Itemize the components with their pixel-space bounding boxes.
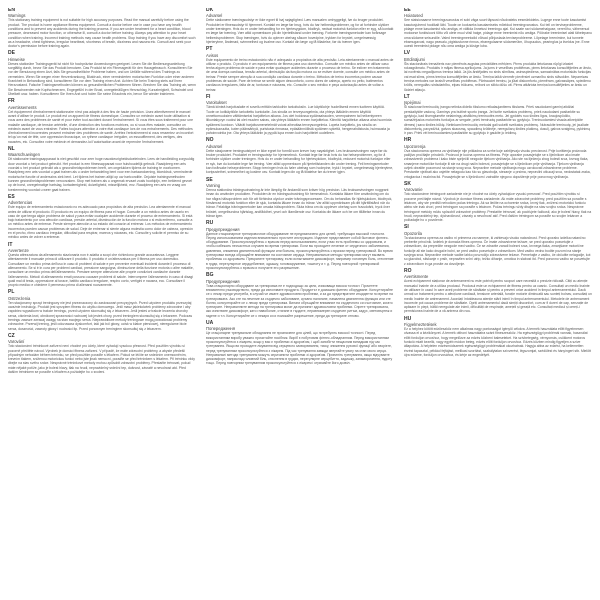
language-code: CZ	[8, 332, 15, 339]
warning-section-si	[404, 225, 592, 265]
warning-text: Questa attrezzatura da allenamento stazionaria non è adatta a scopi che richiedono grande accuratezza. Leggere attentamente il manuale prima di utilizzare il prodotto. Il prodotto è un'attrezzatura per il fitness per uso domestico. Consultare un medico prima dell'uso in caso di problemi di salute e per prevenire eventuali incidenti durante il processo di allenamento. Se si è in cura per problemi cardiaci, pressione sanguigna, diminuzione della funzione motoria o altre malattie, consultare un medico prima dell'allenamento. Prestare sempre attenzione alle proprie condizioni cardiache durante l'allenamento. Metodi di allenamento errati possono causare problemi di salute. Interrompere l'allenamento in caso di disagi quali mal di testa, oppressione al torace, battito cardiaco irregolare, respiro corto, vertigini e nausea, ecc. Consultare il proprio medico e chiedere il permesso prima di allenarsi nuovamente.	[8, 253, 194, 288]
warning-text: Tämä kiinteä harjoituslaite ei sovellu erittäin tarkkoihin tarkoituksiin. Lue käyttöohje huolellisesti ennen tuotteen käyttöä. Tuote on kotikäyttöön tarkoitettu kuntolaite. Jos sinulla on terveysongelmia, ota yhteys lääkäriin ennen käyttöä onnettomuuksien välttämiseksi harjoittelun aikana. Jos olet hoidossa sydänsairauden, verenpaineen tai heikentyneen liikuntakyvyn vuoksi tai olet muuten sairas, ota yhteys lääkäriin ennen harjoittelua. Kiinnitä harjoittelun aikana aina huomiota sydämesi kuntoon. Väärät harjoitusmenetelmät voivat aiheuttaa terveysongelmia. Lopeta harjoittelu, jos sinulla on epämukavuutta, kuten päänsärkyä, puristusta rinnassa, epäsäännöllistä sydämen sykettä, hengenahdistusta, huimausta ja pahoinvointia jne. Ota yhteys lääkäriin ja pyydä lupa ennen kuin harjoittelet uudelleen.	[206, 105, 392, 136]
section-heading: Попередження	[206, 326, 235, 332]
section-heading: Avertissements	[8, 104, 37, 110]
warning-section-se	[206, 178, 394, 218]
warning-section-pt	[206, 47, 394, 92]
section-heading: Varning	[206, 183, 221, 189]
warning-section-nl	[8, 147, 196, 192]
section-heading: Avisos	[206, 52, 219, 58]
language-code: SE	[206, 176, 213, 183]
language-code: NL	[8, 146, 15, 153]
language-code: RO	[404, 267, 412, 274]
section-heading: Hoiatused	[404, 13, 423, 19]
warning-section-sk	[404, 182, 592, 222]
section-heading: Varoitukset	[206, 100, 227, 106]
language-code: DE	[8, 50, 15, 57]
language-code: EE	[404, 8, 411, 13]
warning-text: See statsionaarne treeninguvarustus ei sobi väga suurt täpsust nõudvateks eesmärkideks. Lugege enne toote kasutamist kasutusjuhend hoolikalt läbi. Toode on koduseks kasutamiseks mõeldud treeningvarustus. Kui teil on terviseprobleeme, pidage enne kasutamist nõu arstiga, et vältida õnnetusi treeningu ajal. Kui saate ravi südamehaiguse, vererõhu, vähenenud motoorse funktsiooni tõttu või olete muul viisil haige, pidage enne treenimist nõu arstiga. Pöörake treenimisel alati tähelepanu oma südame seisundile. Valed treeningmeetodid võivad põhjustada terviseprobleeme. Lõpetage treenimine, kui tunnete ebamugavust, nagu peavalu, pigistustunne rinnus, ebaregulaarne südamerütm, õhupuudus, pearinglus ja iiveldus jne. Enne uuesti treenimist pidage nõu oma arstiga ja küsige luba.	[404, 18, 592, 49]
warning-text: Това стационарно оборудване за тренировка не е подходящо за цели, изискващи висока точност. Прочетете внимателно ръководството, преди да използвате продукта. Продуктът е домашно фитнес оборудване. Консултирайте се с лекар преди употреба, в случай че имате здравословни проблеми, и за да предотвратите инциденти по време на тренировката. Ако сте на лечение за сърдечно заболяване, кръвно налягане, намалена двигателна функция или сте болни, консултирайте се с лекар преди тренировка. Винаги обръщайте внимание на сърдечното си състояние, когато тренирате. Неправилните методи на тренировка могат да причинят здравословни проблеми. Спрете тренировката, ако изпитвате дискомфорт, като главоболие, стягане в гърдите, неравномерен сърдечен ритъм, задух, световъртеж и гадене и т.н. Консултирайте се с лекаря си и поискайте разрешение, преди да тренирате отново.	[206, 283, 393, 318]
section-heading: Предупреждения	[206, 278, 240, 284]
warning-section-es	[8, 195, 196, 240]
language-code: LV	[404, 50, 411, 57]
language-code: DK	[206, 8, 214, 13]
warning-section-fi	[206, 95, 394, 135]
language-code: LT	[404, 93, 410, 100]
warning-section-cz	[8, 334, 196, 374]
warning-text: Ez a helyhez kötött edzőeszköz nem alkalmas nagy pontosságot igénylő célokra. A termék használata előtt figyelmesen olvassa el a kézikönyvet. A termék otthoni használatra szánt fitneszeszköz. Ha egészségügyi problémái vannak, használat előtt forduljon orvoshoz, hogy megelőzze az edzés közbeni baleseteket. Ha szívbetegség, vérnyomás, csökkent motoros funkció miatt kezelik, vagy egyéb módon beteg, edzés előtt forduljon orvoshoz. Edzés közben mindig figyeljen a szíve állapotára. A helytelen edzésmódszerek egészségügyi problémákat okozhatnak. Hagyja abba az edzést, ha kellemetlen érzést tapasztal, például fejfájást, mellkasi szorítást, szabálytalan szívverést, légszomjat, szédülést és hányingert stb. Mielőtt újra edzene, forduljon orvosához, és kérje az engedélyét.	[404, 327, 591, 357]
warning-section-lv	[404, 51, 592, 91]
warning-text: Ten stacjonarny sprzęt treningowy nie jest przeznaczony do zastosowań precyzyjnych. Przed użyciem produktu przeczytaj uważnie instrukcję. Produkt jest sprzętem fitness do użytku domowego. Jeśli masz jakiekolwiek problemy zdrowotne i aby zapobiec wypadkom w trakcie treningu, przed użyciem skonsultuj się z lekarzem. Jeśli jesteś w trakcie leczenia choroby serca, ciśnienia krwi, obniżonej sprawności ruchowej lub jesteś chory, przed treningiem skonsultuj się z lekarzem. Podczas treningu zawsze zwracaj uwagę na stan swojego serca. Nieprawidłowe metody treningowe mogą powodować problemy zdrowotne. Przerwij trening, jeśli odczuwasz dyskomfort, taki jak ból głowy, ucisk w klatce piersiowej, nieregularne bicie serca, duszności, zawroty głowy i nudności itp. Przed ponownym treningiem skonsultuj się z lekarzem.	[8, 300, 193, 331]
warning-section-pl	[8, 290, 196, 330]
column-left	[8, 8, 196, 596]
language-code: BG	[206, 272, 214, 279]
warning-text: Šis stacionārais trenažieris nav piemērots augstas precizitātes mērķiem. Pirms produkta lietošanas rūpīgi izlasiet rokasgrāmatu. Produkts ir mājas fitnesa aprīkojums. Ja jums ir veselības problēmas, pirms lietošanas konsultējieties ar ārstu, lai novērstu negadījumus treniņa laikā. Ja jūs ārstējaties no sirds slimības, asinsspiediena, samazinātas motoriskās funkcijas vai esat slims, pirms treniņa konsultējieties ar ārstu. Treniņa laikā vienmēr pievērsiet uzmanību sirds stāvoklim. Nepareizas treniņa metodes var izraisīt veselības problēmas. Pārtrauciet treniņu, ja jūtat diskomfortu, piemēram, galvassāpes, spiedienu krūtīs, neregulāru sirdsdarbību, elpas trūkumu, reiboni un sliktu dūšu utt. Pirms atkārtota treniņa konsultējieties ar ārstu un lūdziet atļauju.	[404, 61, 592, 92]
warning-section-lt	[404, 95, 592, 135]
warning-text: Acest echipament staționar de antrenament nu este potrivit pentru scopuri care necesită o precizie ridicată. Citiți cu atenție manualul înainte de a utiliza produsul. Produsul este un echipament de fitness pentru uz casnic. Consultați un medic înainte de utilizare în cazul în care aveți probleme de sănătate și pentru a preveni orice accident în timpul antrenamentului. Dacă urmați un tratament pentru o afecțiune cardiacă, tensiune arterială, funcție motorie diminuată sau sunteți bolnav, consultați un medic înainte de antrenament. Acordați întotdeauna atenție stării inimii în timpul antrenamentului. Metodele de antrenament incorecte pot cauza probleme de sănătate. Opriți antrenamentul dacă simțiți disconfort, cum ar fi dureri de cap, senzație de apăsare în piept, bătăi neregulate ale inimii, dificultăți de respirație, amețeli și greață etc. Consultați medicul și cereți-i permisiunea înainte de a vă antrena din nou.	[404, 279, 592, 314]
language-code: RU	[206, 220, 214, 227]
language-code: PL	[8, 289, 15, 296]
language-code: SK	[404, 180, 411, 187]
column-middle	[206, 8, 394, 596]
warning-text: Dieses stationäre Trainingsgerät ist nicht für hochpräzise Anwendungen geeignet. Lesen Sie die Bedienungsanleitung sorgfältig durch, bevor Sie das Produkt benutzen. Das Produkt ist ein Fitnessgerät für den Hausgebrauch. Konsultieren Sie vor der Benutzung einen Arzt, falls Sie gesundheitliche Probleme haben, und um Unfälle während des Trainings zu vermeiden. Wenn Sie wegen einer Herzerkrankung, Blutdruck, einer verminderten motorischen Funktion oder einer anderen Krankheit in Behandlung sind, konsultieren Sie vor dem Training einen Arzt. Achten Sie beim Training stets auf Ihren Herzzustand. Falsche Trainingsmethoden können zu gesundheitlichen Problemen führen. Brechen Sie das Training ab, wenn Sie Beschwerden wie Kopfschmerzen, Engegefühl in der Brust, unregelmäßigen Herzschlag, Kurzatmigkeit, Schwindel und Übelkeit usw. haben. Konsultieren Sie Ihren Arzt und holen Sie seine Erlaubnis ein, bevor Sie wieder trainieren.	[8, 61, 196, 96]
language-code: PT	[206, 46, 213, 53]
section-heading: Varovanie	[404, 187, 423, 193]
warning-section-en	[8, 8, 196, 48]
warning-text: Ova stacionarna oprema za vježbanje nije prikladna za svrhe koje zahtijevaju visoku preciznost. Prije korištenja proizvoda pažljivo pročitajte priručnik. Proizvod je kućna oprema za fitness. Prije uporabe posavjetujte se s liječnikom ako imate zdravstvenih problema i kako biste spriječili nezgode tijekom vježbanja. Ako ste na liječenju zbog bolesti srca, krvnog tlaka, smanjene motoričke funkcije ili ste na drugi način bolesni, posavjetujte se s liječnikom prije vježbanja. Tijekom vježbanja uvijek obratite pozornost na stanje svog srca. Nepravilne metode vježbanja mogu uzrokovati zdravstvene probleme. Prestanite vježbati ako osjetite nelagodu kao što su glavobolja, stezanje u prsima, nepravilni otkucaji srca, nedostatak zraka, vrtoglavica i mučnina itd. Posavjetujte se s liječnikom i zatražite njegovo dopuštenje prije ponovnog vježbanja.	[404, 148, 591, 179]
warning-text: Denna stationära träningsutrustning är inte lämplig för ändamål som kräver hög precision. Läs bruksanvisningen noggrant innan du använder produkten. Produkten är en träningsutrustning för hemmabruk. Kontakta läkare före användning om du har några hälsoproblem och för att förhindra olyckor under träningsprocessen. Om du behandlas för hjärtsjukdom, blodtryck, försämrad motorisk funktion eller är sjuk, kontakta läkare innan du tränar. Var alltid uppmärksam på ditt hjärttillstånd när du tränar. Felaktiga träningsmetoder kan orsaka hälsoproblem. Sluta träna om du upplever obehag som huvudvärk, tryck över bröstet, oregelbundna hjärtslag, andfåddhet, yrsel och illamående osv. Kontakta din läkare och be om tillåtelse innan du tränar igen.	[206, 188, 393, 218]
warning-section-fr	[8, 99, 196, 144]
language-code: EN	[8, 8, 15, 13]
section-heading: Предупреждения	[206, 226, 240, 232]
warning-text: Este equipamento de treino estacionário não é adequado a propósitos de alta precisão. Leia atentamente o manual antes de utilizar o produto. O produto é um equipamento de fitness para uso doméstico. Consulte um médico antes de utilizar caso tenha algum problema de saúde e para evitar quaisquer acidentes durante o processo de treino. Se estiver em tratamento de uma doença cardíaca, tensão arterial, diminuição da função motora ou se estiver doente, consulte um médico antes de treinar. Preste sempre atenção à sua condição cardíaca durante o treino. Métodos de treino incorretos podem causar problemas de saúde. Pare de treinar se sentir algum desconforto, como dores de cabeça, aperto no peito, batimentos cardíacos irregulares, falta de ar, tonturas e náuseas, etc. Consulte o seu médico e peça autorização antes de voltar a treinar.	[206, 57, 394, 92]
language-code: IT	[8, 241, 13, 248]
warning-section-hr	[404, 138, 592, 178]
section-heading: Avertismente	[404, 274, 429, 280]
language-code: ES	[8, 193, 15, 200]
warning-section-bg	[206, 273, 394, 318]
warning-section-ua	[206, 321, 394, 366]
section-heading: Advarsel	[206, 143, 223, 149]
warning-section-it	[8, 243, 196, 288]
language-code: SI	[404, 224, 409, 231]
warning-text: Данное стационарное тренировочное оборудование не предназначено для целей, требующих высокой точности. Перед использованием изделия внимательно прочтите инструкцию. Изделие представляет собой бытовое фитнес-оборудование. Проконсультируйтесь с врачом перед использованием, если у вас есть проблемы со здоровьем, и чтобы избежать несчастных случаев во время тренировки. Если вы проходите лечение от сердечного заболевания, давления, снижения двигательной функции или больны, проконсультируйтесь с врачом перед тренировкой. Во время тренировки всегда обращайте внимание на состояние сердца. Неправильные методы тренировки могут вызвать проблемы со здоровьем. Прекратите тренировку, если испытываете дискомфорт, например головную боль, стеснение в груди, нерегулярное сердцебиение, одышку, головокружение, тошноту и т. д. Перед повторной тренировкой проконсультируйтесь с врачом и получите его разрешение.	[206, 231, 394, 270]
warning-section-no	[206, 138, 394, 174]
section-heading: Avvertenze	[8, 248, 29, 254]
language-code: HR	[404, 137, 412, 144]
warning-text: Cet équipement d'entraînement stationnaire n'est pas adapté à des fins de haute précision. Lisez attentivement le manuel avant d'utiliser le produit. Le produit est un appareil de fitness domestique. Consultez un médecin avant toute utilisation si vous avez des problèmes de santé et pour éviter tout accident durant l'entraînement. Si vous êtes sous traitement pour une maladie cardiaque, de tension artérielle, d'une diminution des fonctions motrices, ou si vous êtes malade, consultez un médecin avant de vous entraîner. Faites toujours attention à votre état cardiaque lors de vos entraînements. Des méthodes d'entraînement incorrectes peuvent entraîner des problèmes de santé. Arrêtez l'entraînement si vous ressentez un inconfort tel qu'un mal de tête, une oppression thoracique, un rythme cardiaque irrégulier, un essoufflement, des vertiges, des nausées, etc. Consultez votre médecin et demandez-lui l'autorisation avant de reprendre l'entraînement.	[8, 109, 194, 144]
section-heading: Advertencias	[8, 200, 33, 206]
warning-text: Dit stationaire trainingsapparaat is niet geschikt voor zeer hoge nauwkeurigheidsdoeleinden. Lees de handleiding zorgvuldig door voordat u het product gebruikt. Het product is een fitnessapparaat voor huishoudelijk gebruik. Raadpleeg een arts voordat u het product gebruikt als u gezondheidsproblemen heeft, om ongelukken tijdens de training te voorkomen. Raadpleeg een arts voordat u gaat trainen als u onder behandeling bent voor een hartaandoening, bloeddruk, verminderde motorische functie of anderszins ziek bent. Let tijdens het trainen altijd op uw hartconditie. Onjuiste trainingsmethoden kunnen gezondheidsproblemen veroorzaken. Stop met trainen als u ongemak ervaart zoals hoofdpijn, een beklemd gevoel op de borst, onregelmatige hartslag, kortademigheid, duizeligheid, misselijkheid, enz. Raadpleeg een arts en vraag om toestemming voordat u weer gaat trainen.	[8, 157, 195, 192]
section-heading: Waarschuwingen	[8, 152, 40, 158]
section-heading: Įspėjimai	[404, 100, 421, 106]
warning-section-ee	[404, 8, 592, 48]
warning-section-dk	[206, 8, 394, 44]
column-right	[404, 8, 592, 596]
section-heading: Opozorila	[404, 230, 422, 236]
warning-section-de	[8, 51, 196, 96]
warning-text: Dette stasjonære treningsutstyret er ikke egnet for formål som krever høy nøyaktighet. Les bruksanvisningen nøye før du bruker produktet. Produktet er treningsutstyr for hjemmebruk. Kontakt lege før bruk hvis du har helseproblemer, og for å forhindre ulykker under treningen. Hvis du er under behandling for hjertesykdom, blodtrykk, redusert motorisk funksjon eller er syk, bør du kontakte lege før trening. Vær alltid oppmerksom på hjertetilstanden din under trening. Feil treningsmetoder kan forårsake helseproblemer. Stopp treningen hvis du føler ubehag som hodepine, trykk i brystet, uregelmessig hjerterytme, kortpustethet, svimmelhet og kvalme osv. Kontakt legen din og få tillatelse før du trener igjen.	[206, 148, 394, 175]
warning-text: Ta stacionarna oprema za vadbo ni primerna za namene, ki zahtevajo visoko natančnost. Pred uporabo izdelka natančno preberite priročnik. Izdelek je domača fitnes oprema. Če imate zdravstvene težave, se pred uporabo posvetujte z zdravnikom, da preprečite nezgode med vadbo. Če se zdravite zaradi bolezni srca, krvnega tlaka, zmanjšane motorične funkcije ali ste kako drugače bolni, se pred vadbo posvetujte z zdravnikom. Med vadbo vedno bodite pozorni na stanje svojega srca. Nepravilne metode vadbe lahko povzročijo zdravstvene težave. Prenehajte z vadbo, če občutite nelagodje, kot so glavobol, stiskanje v prsih, nepravilen srčni utrip, težko dihanje, omotica in slabost itd. Pred ponovno vadbo se posvetujte z zdravnikom in ga prosite za dovoljenje.	[404, 235, 591, 266]
warning-text: Este equipo de entrenamiento estacionario no es adecuado para propósitos de alta precisión. Lea atentamente el manual antes de utilizar el producto. El producto es un equipo de fitness para el hogar. Consulte a un médico antes de usarlo en caso de que tenga algún problema de salud y para evitar cualquier accidente durante el proceso de entrenamiento. Si está bajo tratamiento por una afección cardíaca, presión arterial, disminución de la función motora o si está enfermo, consulte a un médico antes de entrenar. Preste siempre atención a su estado del corazón al entrenar. Los métodos de entrenamiento incorrectos pueden causar problemas de salud. Deje de entrenar si siente alguna molestia como dolor de cabeza, opresión en el pecho, ritmo cardíaco irregular, dificultad para respirar, mareos y náuseas, etc. Consulte y solicite el permiso de su médico antes de volver a entrenar.	[8, 205, 193, 240]
warning-section-ro	[404, 269, 592, 314]
language-code: FR	[8, 98, 15, 105]
warning-text: Toto stacionární tréninkové zařízení není vhodné pro účely, které vyžadují vysokou přesnost. Před použitím výrobku si pozorně přečtěte návod. Výrobek je domácí fitness zařízení. V případě, že máte zdravotní problémy, a abyste předešli případným nehodám během tréninku, se před použitím poraďte s lékařem. Pokud se léčíte se srdečním onemocněním, krevním tlakem, sníženou motorickou funkcí nebo jste jinak nemocní, poraďte se před tréninkem s lékařem. Při tréninku vždy dbejte na stav svého srdce. Nesprávné tréninkové metody mohou způsobit zdravotní problémy. Přestaňte trénovat, pokud máte nějaké potíže, jako je bolest hlavy, tlak na hrudi, nepravidelný srdeční tep, dušnost, závratě a nevolnost atd. Před dalším tréninkem se poraďte s lékařem a požádejte ho o svolení.	[8, 344, 195, 375]
warning-section-hu	[404, 317, 592, 357]
warning-text: Dette stationære træningsudstyr er ikke egnet til høj nøjagtighed. Læs manualen omhyggeligt, før du bruger produktet. Produktet er fitnessudstyr til hjemmet. Kontakt en læge før brug, hvis du har helbredsproblemer, og for at forhindre ulykker under træningen. Hvis du er under behandling for en hjertesygdom, blodtryk, nedsat motorisk funktion eller er syg, så kontakt en læge før træning. Vær altid opmærksom på din hjertetilstand under træning. Forkerte træningsmetoder kan forårsage helbredsproblemer. Stop træningen, hvis du oplever ubehag såsom hovedpine, trykken for brystet, uregelmæssig hjerterytme, åndenød, svimmelhed og kvalme osv. Kontakt din læge og få tilladelse, før du træner igen.	[206, 18, 394, 44]
section-heading: Brīdinājumi	[404, 56, 425, 62]
section-heading: Warnings	[8, 13, 26, 19]
section-heading: Advarsel	[206, 13, 223, 19]
warning-section-ru	[206, 221, 394, 270]
section-heading: Hinweise	[8, 56, 25, 62]
section-heading: Upozorenja	[404, 143, 426, 149]
language-code: UA	[206, 319, 214, 326]
section-heading: Varování	[8, 339, 25, 345]
section-heading: Figyelmeztetések	[404, 322, 437, 328]
language-code: FI	[206, 93, 211, 100]
warning-text: Ši stacionari treniruočių įranga netinka didelio tikslumo reikalaujantiems tikslams. Prieš naudodami gaminį atidžiai perskaitykite vadovą. Gaminys yra buitinė sporto įranga. Jei turite sveikatos problemų, prieš naudodami pasitarkite su gydytoju, kad išvengtumėte nelaimingų atsitikimų treniruotės metu. Jei gydotės nuo širdies ligos, kraujospūdžio, sumažėjusios motorinės funkcijos ar sergate, prieš treniruotę pasitarkite su gydytoju. Treniruodamiesi visada atkreipkite dėmesį į savo širdies būklę. Netinkami treniruočių metodai gali sukelti sveikatos problemų. Nutraukite treniruotę, jei jaučiate diskomfortą, pavyzdžiui, galvos skausmą, spaudimą krūtinėje, nereguliarų širdies plakimą, dusulį, galvos svaigimą, pykinimą ir pan. Prieš vėl treniruodamiesi pasitarkite su gydytoju ir gaukite jo leidimą.	[404, 105, 591, 136]
section-heading: Ostrzeżenia	[8, 295, 31, 301]
warning-text: Це стаціонарне тренувальне обладнання не призначене для цілей, що потребують високої точності. Перед використанням виробу уважно прочитайте посібник. Виріб є побутовим фітнес-обладнанням. Перед використанням проконсультуйтеся з лікарем, якщо у вас є проблеми зі здоров'ям, і щоб запобігти нещасним випадкам під час тренування. Якщо ви проходите лікування від серцевого захворювання, тиску, зниження рухової функції або хворієте, перед тренуванням проконсультуйтеся з лікарем. Під час тренування завжди звертайте увагу на стан свого серця. Неправильні методи тренування можуть спричинити проблеми зі здоров'ям. Припиніть тренування, якщо відчуваєте дискомфорт, наприклад головний біль, стиснення в грудях, нерегулярне серцебиття, задишку, запаморочення, нудоту тощо. Перед повторним тренуванням проконсультуйтеся з лікарем і отримайте його дозвіл.	[206, 331, 393, 366]
warning-text: This stationary training equipment is not suitable for high accuracy purposes. Read the manual carefully before using the product. The product is home appliance fitness equipment. Consult a doctor before use in case you have any health conditions and to prevent any accidents during the training process. If you are under treatment for a heart condition, blood pressure, decreased motor function, or otherwise ill, consult a doctor before training. Always pay attention to your heart condition when training. Incorrect training methods may cause health problems. Stop training if you have any discomfort such as a headache, chest tightness, irregular heartbeat, shortness of breath, dizziness and nausea etc. Consult and seek your doctor's permission before training again.	[8, 18, 196, 49]
warning-text: Toto stacionárne tréningové zariadenie nie je vhodné na účely vyžadujúce vysokú presnosť. Pred použitím výrobku si pozorne prečítajte návod. Výrobok je domáce fitness zariadenie. Ak máte zdravotné problémy, pred použitím sa poraďte s lekárom, aby ste predišli nehodám počas tréningu. Ak sa liečite na ochorenie srdca, krvný tlak, zníženú motorickú funkciu alebo ste inak chorí, pred tréningom sa poraďte s lekárom. Počas tréningu vždy dbajte na stav svojho srdca. Nesprávne tréningové metódy môžu spôsobiť zdravotné problémy. Prestaňte trénovať, ak pociťujete ťažkosti, ako je bolesť hlavy, tlak na hrudi, nepravidelný tep, dýchavičnosť, závraty a nevoľnosť atď. Pred ďalším tréningom sa poraďte so svojím lekárom a požiadajte ho o povolenie.	[404, 192, 592, 223]
language-code: NO	[206, 137, 214, 144]
language-code: HU	[404, 315, 412, 322]
